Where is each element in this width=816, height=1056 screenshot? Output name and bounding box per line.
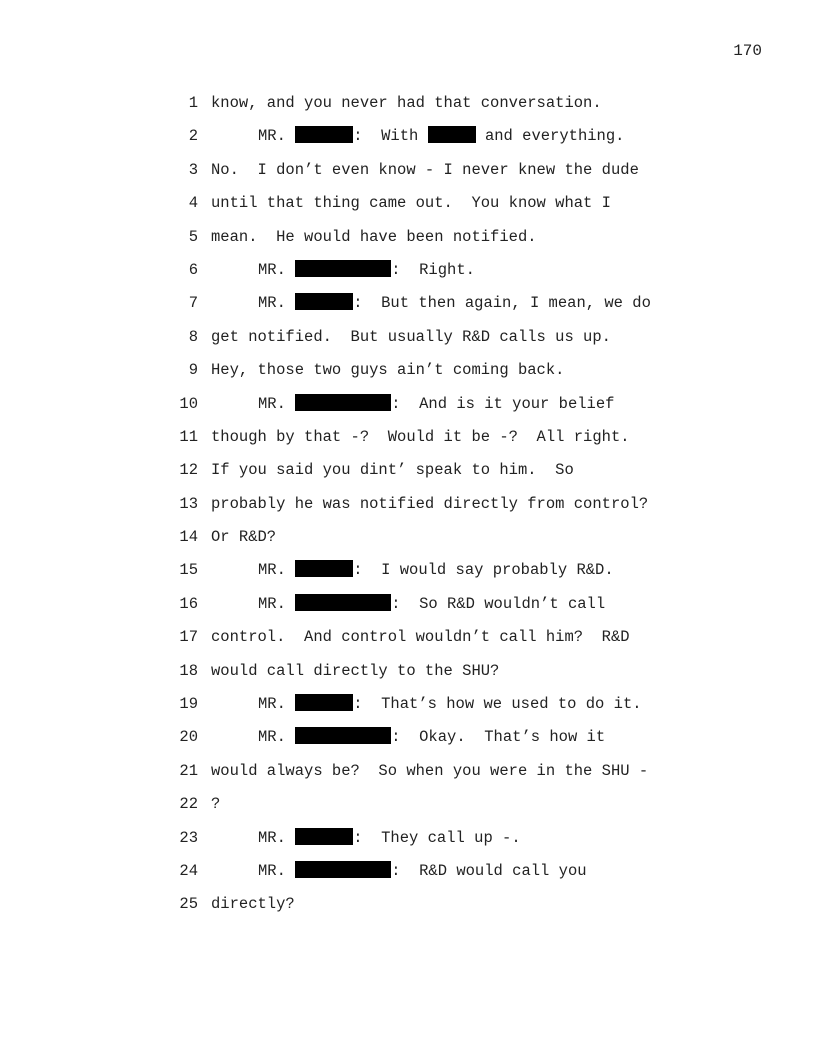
line-text [211, 293, 651, 313]
transcript-line [170, 160, 690, 193]
line-text: until that thing came out. You know what I [211, 194, 611, 213]
transcript-line [170, 126, 690, 159]
transcript-line [170, 861, 690, 894]
line-text [211, 861, 587, 881]
line-text: control. And control wouldn’t call him? R&D [211, 628, 630, 647]
transcript-line [170, 494, 690, 527]
redaction-block [295, 260, 391, 277]
speaker-title: MR. [258, 394, 286, 413]
line-number: 22 [179, 795, 198, 814]
speech-text: : Okay. That’s how it [391, 728, 606, 747]
line-text: mean. He would have been notified. [211, 227, 537, 246]
transcript-line [170, 394, 690, 427]
line-number: 12 [179, 461, 198, 480]
transcript-line [170, 627, 690, 660]
line-number: 4 [188, 194, 198, 213]
redaction-block [295, 861, 391, 878]
redaction-block [295, 560, 353, 577]
line-number: 10 [179, 394, 198, 413]
redaction-block [295, 727, 391, 744]
line-number: 9 [188, 361, 198, 380]
line-number: 21 [179, 761, 198, 780]
transcript-line [170, 828, 690, 861]
speaker-title: MR. [258, 728, 286, 747]
line-text [211, 260, 475, 280]
speech-text: : With [353, 127, 428, 146]
transcript-line [170, 661, 690, 694]
line-text [211, 828, 521, 848]
transcript-line [170, 260, 690, 293]
line-text [211, 594, 605, 614]
line-text [211, 560, 614, 580]
transcript-line [170, 694, 690, 727]
speaker-title: MR. [258, 861, 286, 880]
line-number: 25 [179, 895, 198, 914]
line-text: ? [211, 795, 221, 814]
line-number: 3 [188, 160, 198, 179]
speaker-title: MR. [258, 127, 286, 146]
speech-text: : I would say probably R&D. [353, 561, 614, 580]
transcript [170, 93, 690, 928]
speech-text: : That’s how we used to do it. [353, 695, 642, 714]
redaction-block [295, 828, 353, 845]
page-number: 170 [733, 42, 762, 60]
speaker-title: MR. [258, 695, 286, 714]
line-number: 2 [188, 127, 198, 146]
speech-text: : They call up -. [353, 828, 521, 847]
line-number: 14 [179, 528, 198, 547]
transcript-line [170, 227, 690, 260]
line-number: 16 [179, 594, 198, 613]
speech-text: : Right. [391, 260, 475, 279]
redaction-block [295, 126, 353, 143]
transcript-line [170, 594, 690, 627]
line-text [211, 727, 605, 747]
transcript-line [170, 427, 690, 460]
transcript-line [170, 327, 690, 360]
speaker-title: MR. [258, 594, 286, 613]
line-number: 1 [188, 94, 198, 112]
redaction-block [428, 126, 476, 143]
line-text: Hey, those two guys ain’t coming back. [211, 361, 565, 380]
redaction-block [295, 594, 391, 611]
line-number: 13 [179, 494, 198, 513]
transcript-line [170, 460, 690, 493]
line-text: though by that -? Would it be -? All right. [211, 427, 630, 446]
transcript-line [170, 727, 690, 760]
line-number: 7 [188, 294, 198, 313]
line-number: 15 [179, 561, 198, 580]
transcript-line [170, 794, 690, 827]
transcript-line [170, 193, 690, 226]
speech-text: : R&D would call you [391, 861, 587, 880]
line-text: No. I don’t even know - I never knew the dude [211, 160, 639, 179]
speech-text: : But then again, I mean, we do [353, 294, 651, 313]
redaction-block [295, 694, 353, 711]
line-text [211, 694, 642, 714]
transcript-line [170, 293, 690, 326]
speech-text: : So R&D wouldn’t call [391, 594, 606, 613]
line-number: 19 [179, 695, 198, 714]
line-number: 18 [179, 661, 198, 680]
transcript-line [170, 894, 690, 927]
redaction-block [295, 293, 353, 310]
transcript-line [170, 360, 690, 393]
speaker-title: MR. [258, 294, 286, 313]
speech-text: : And is it your belief [391, 394, 615, 413]
line-number: 8 [188, 327, 198, 346]
line-text: know, and you never had that conversation. [211, 94, 602, 112]
line-number: 11 [179, 427, 198, 446]
line-number: 23 [179, 828, 198, 847]
line-number: 24 [179, 861, 198, 880]
line-number: 5 [188, 227, 198, 246]
line-text: would always be? So when you were in the SHU - [211, 761, 649, 780]
line-text: If you said you dint’ speak to him. So [211, 461, 574, 480]
line-text: would call directly to the SHU? [211, 661, 500, 680]
line-text: directly? [211, 895, 295, 914]
speaker-title: MR. [258, 561, 286, 580]
redaction-block [295, 394, 391, 411]
transcript-line [170, 527, 690, 560]
line-number: 6 [188, 260, 198, 279]
line-text [211, 394, 614, 414]
speaker-title: MR. [258, 260, 286, 279]
line-text: get notified. But usually R&D calls us up. [211, 327, 611, 346]
line-text: probably he was notified directly from control? [211, 494, 649, 513]
line-number: 20 [179, 728, 198, 747]
line-text [211, 126, 624, 146]
transcript-line [170, 761, 690, 794]
line-number: 17 [179, 628, 198, 647]
line-text: Or R&D? [211, 528, 277, 547]
transcript-line [170, 560, 690, 593]
speech-text: and everything. [475, 127, 625, 146]
speaker-title: MR. [258, 828, 286, 847]
transcript-line [170, 93, 690, 126]
